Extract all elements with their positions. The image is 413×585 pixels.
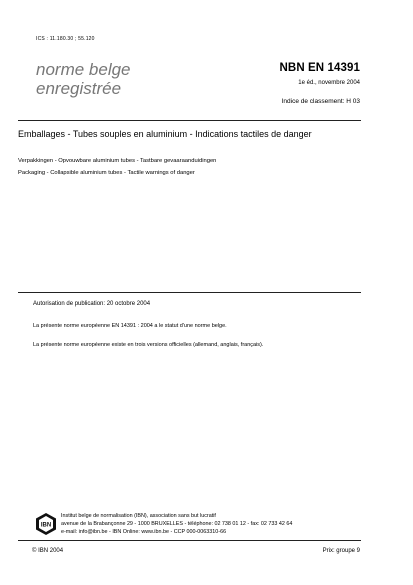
ibn-logo-icon xyxy=(36,513,56,535)
institute-name: Institut belge de normalisation (IBN), association sans but lucratif xyxy=(61,513,216,519)
ics-code: ICS : 11.180.30 ; 55.120 xyxy=(36,36,95,42)
title-english: Packaging - Collapsible aluminium tubes - Tactile warnings of danger xyxy=(18,170,195,176)
classification-index: Indice de classement: H 03 xyxy=(281,98,360,105)
copyright: © IBN 2004 xyxy=(32,548,64,554)
brand-title-line2: enregistrée xyxy=(36,79,122,98)
middle-divider xyxy=(18,292,361,293)
title-dutch: Verpakkingen - Opvouwbare aluminium tubes - Tastbare gevaaraanduidingen xyxy=(18,158,217,164)
edition-date: 1e éd., novembre 2004 xyxy=(298,80,360,86)
versions-note: La présente norme européenne existe en trois versions officielles (allemand, anglais, français). xyxy=(33,342,264,348)
price-group: Prix: groupe 9 xyxy=(322,548,360,554)
standard-number: NBN EN 14391 xyxy=(279,62,360,74)
institute-address: avenue de la Brabançonne 29 - 1000 BRUXELLES - téléphone: 02 738 01 12 - fax: 02 733 42 64 xyxy=(61,521,293,527)
footer-divider xyxy=(18,540,361,541)
institute-contact: e-mail: info@ibn.be - IBN Online: www.ibn.be - CCP 000-0063310-66 xyxy=(61,529,227,535)
brand-title-line1: norme belge xyxy=(36,60,131,79)
top-divider xyxy=(18,120,361,121)
logo-text: IBN xyxy=(40,522,52,529)
publication-authorization: Autorisation de publication: 20 octobre 2004 xyxy=(33,301,151,307)
title-french: Emballages - Tubes souples en aluminium - Indications tactiles de danger xyxy=(18,129,312,139)
status-note: La présente norme européenne EN 14391 : 2004 a le statut d'une norme belge. xyxy=(33,323,227,329)
